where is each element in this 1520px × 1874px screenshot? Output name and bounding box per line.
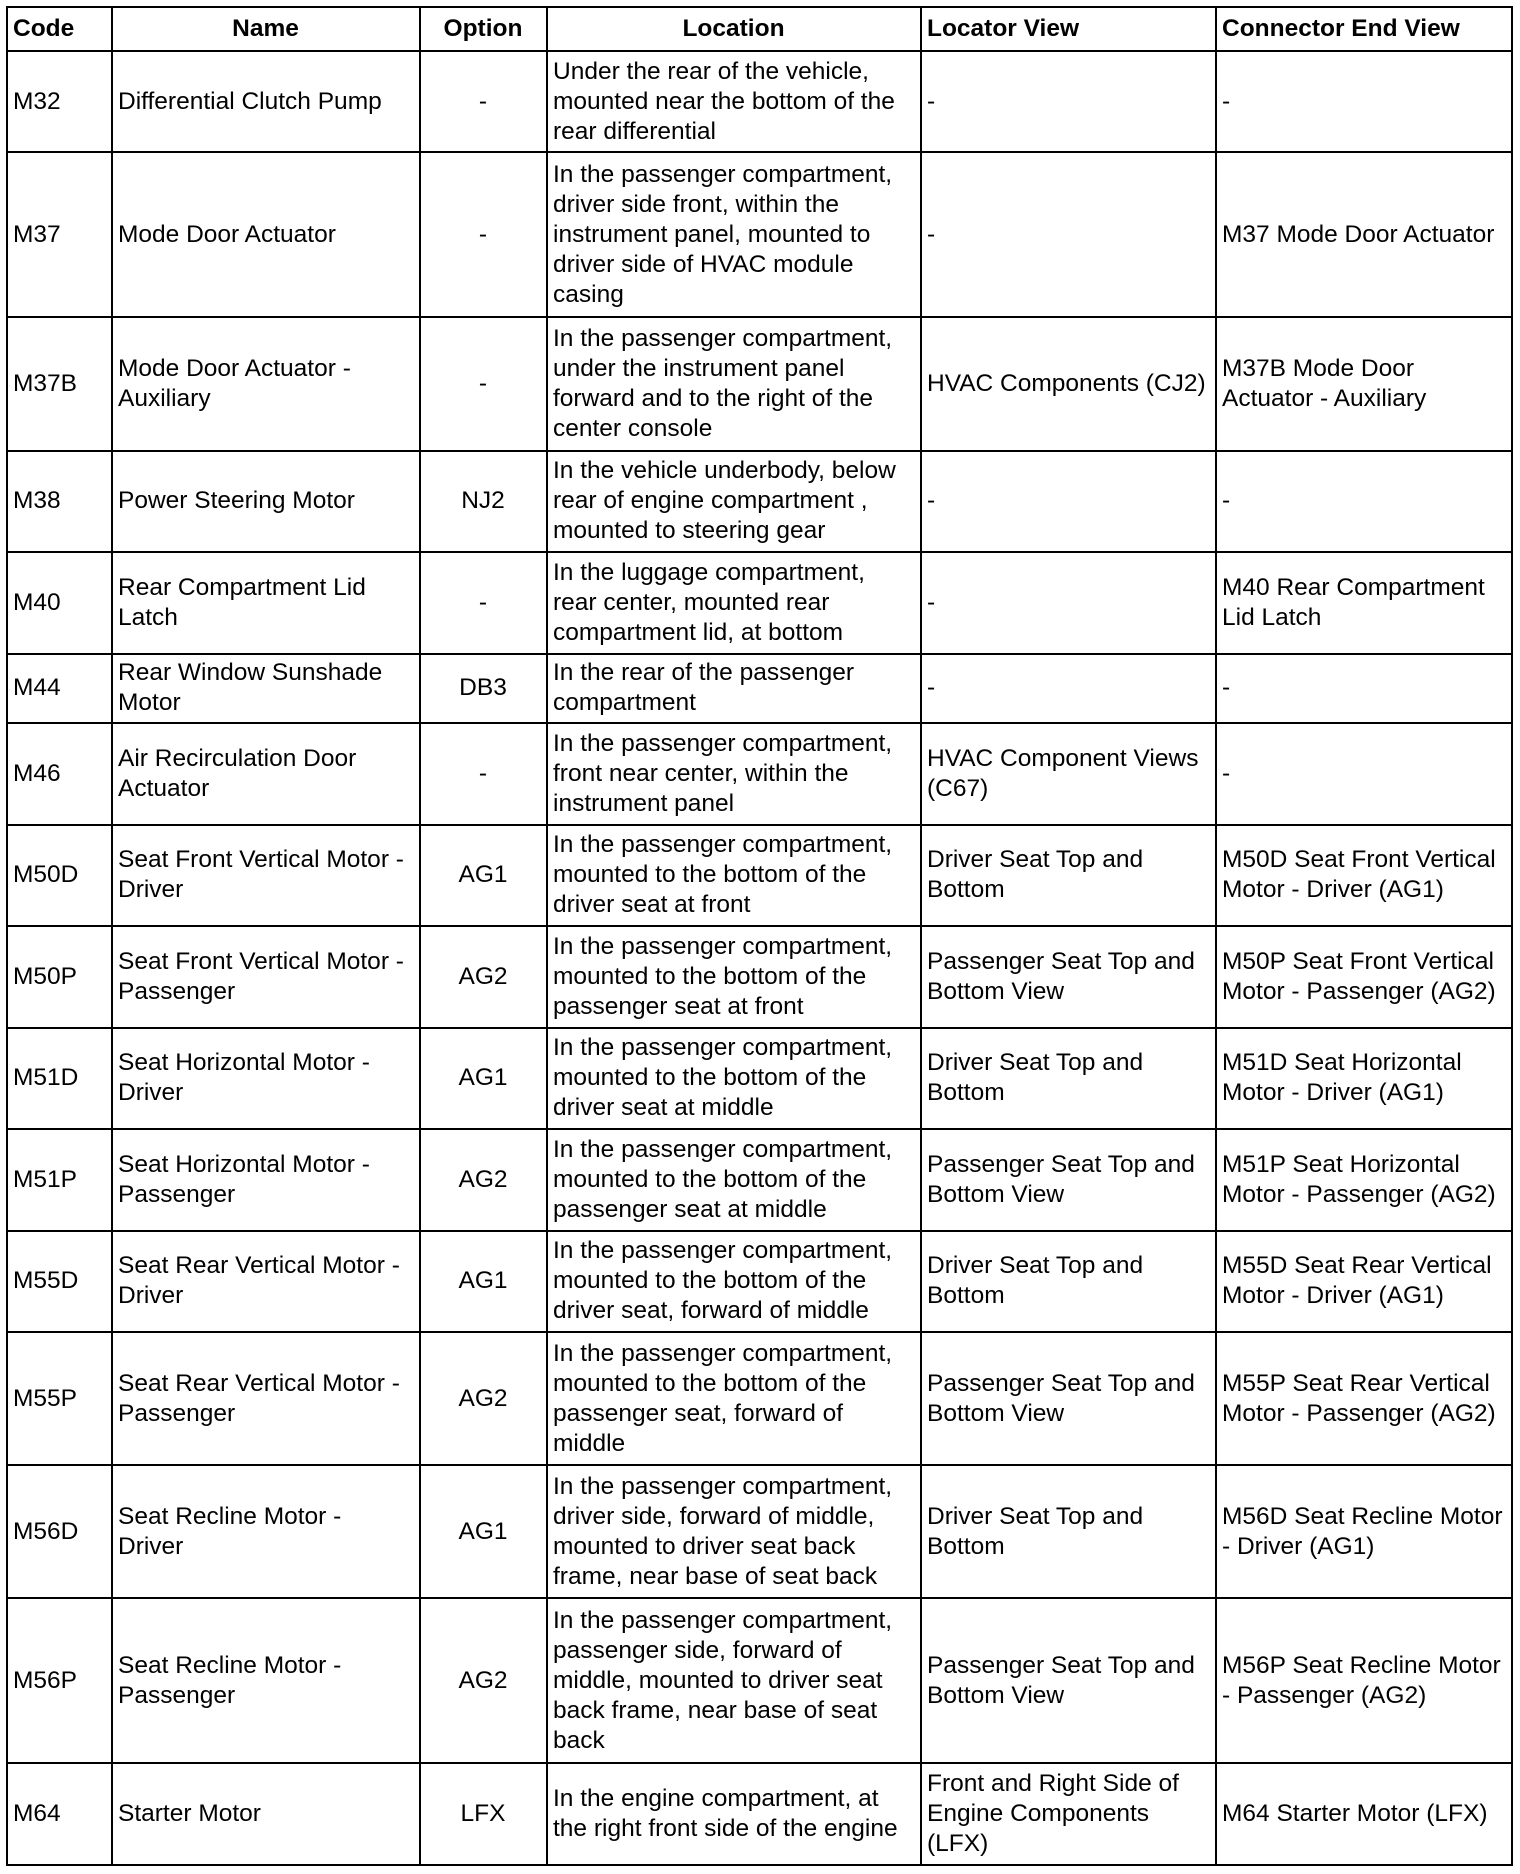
locator-view-cell: HVAC Component Views (C67) bbox=[921, 723, 1216, 824]
locator-view-cell: Passenger Seat Top and Bottom View bbox=[921, 926, 1216, 1027]
option-cell: LFX bbox=[420, 1763, 547, 1865]
table-row bbox=[7, 317, 1512, 450]
connector-end-view-cell: - bbox=[1216, 654, 1512, 724]
name-cell: Seat Horizontal Motor - Driver bbox=[112, 1028, 420, 1129]
table-row bbox=[7, 723, 1512, 824]
option-cell: AG1 bbox=[420, 1231, 547, 1332]
table-row bbox=[7, 654, 1512, 724]
connector-end-view-cell: - bbox=[1216, 51, 1512, 152]
connector-end-view-cell: M51D Seat Horizontal Motor - Driver (AG1) bbox=[1216, 1028, 1512, 1129]
location-cell: In the passenger compartment, mounted to the bottom of the driver seat, forward of middle bbox=[547, 1231, 921, 1332]
connector-end-view-cell: M55D Seat Rear Vertical Motor - Driver (AG1) bbox=[1216, 1231, 1512, 1332]
locator-view-cell: - bbox=[921, 152, 1216, 317]
component-locator-table bbox=[6, 6, 1513, 1866]
code-cell: M51P bbox=[7, 1129, 112, 1230]
name-cell: Rear Compartment Lid Latch bbox=[112, 552, 420, 653]
table-row bbox=[7, 1332, 1512, 1465]
name-cell: Seat Front Vertical Motor - Passenger bbox=[112, 926, 420, 1027]
connector-end-view-cell: - bbox=[1216, 451, 1512, 552]
table-row bbox=[7, 1763, 1512, 1865]
header-row bbox=[7, 7, 1512, 51]
header-option: Option bbox=[420, 7, 547, 51]
table-row bbox=[7, 926, 1512, 1027]
locator-view-cell: HVAC Components (CJ2) bbox=[921, 317, 1216, 450]
location-cell: In the passenger compartment, driver side front, within the instrument panel, mounted to driver side of HVAC module casing bbox=[547, 152, 921, 317]
code-cell: M38 bbox=[7, 451, 112, 552]
location-cell: In the passenger compartment, mounted to the bottom of the driver seat at front bbox=[547, 825, 921, 926]
code-cell: M50P bbox=[7, 926, 112, 1027]
header-name: Name bbox=[112, 7, 420, 51]
name-cell: Seat Rear Vertical Motor - Passenger bbox=[112, 1332, 420, 1465]
table-row bbox=[7, 825, 1512, 926]
option-cell: - bbox=[420, 723, 547, 824]
option-cell: - bbox=[420, 51, 547, 152]
locator-view-cell: Driver Seat Top and Bottom bbox=[921, 825, 1216, 926]
name-cell: Starter Motor bbox=[112, 1763, 420, 1865]
name-cell: Seat Front Vertical Motor - Driver bbox=[112, 825, 420, 926]
connector-end-view-cell: M56D Seat Recline Motor - Driver (AG1) bbox=[1216, 1465, 1512, 1598]
location-cell: In the passenger compartment, mounted to the bottom of the passenger seat, forward of middle bbox=[547, 1332, 921, 1465]
table-row bbox=[7, 152, 1512, 317]
name-cell: Mode Door Actuator - Auxiliary bbox=[112, 317, 420, 450]
connector-end-view-cell: M37B Mode Door Actuator - Auxiliary bbox=[1216, 317, 1512, 450]
connector-end-view-cell: M64 Starter Motor (LFX) bbox=[1216, 1763, 1512, 1865]
table-row bbox=[7, 1028, 1512, 1129]
connector-end-view-cell: M37 Mode Door Actuator bbox=[1216, 152, 1512, 317]
table-row bbox=[7, 451, 1512, 552]
locator-view-cell: Passenger Seat Top and Bottom View bbox=[921, 1332, 1216, 1465]
option-cell: DB3 bbox=[420, 654, 547, 724]
locator-view-cell: Driver Seat Top and Bottom bbox=[921, 1465, 1216, 1598]
connector-end-view-cell: M55P Seat Rear Vertical Motor - Passenger (AG2) bbox=[1216, 1332, 1512, 1465]
table-row bbox=[7, 51, 1512, 152]
location-cell: Under the rear of the vehicle, mounted near the bottom of the rear differential bbox=[547, 51, 921, 152]
locator-view-cell: - bbox=[921, 552, 1216, 653]
code-cell: M37 bbox=[7, 152, 112, 317]
code-cell: M44 bbox=[7, 654, 112, 724]
code-cell: M40 bbox=[7, 552, 112, 653]
location-cell: In the passenger compartment, mounted to the bottom of the passenger seat at front bbox=[547, 926, 921, 1027]
header-connector-end-view: Connector End View bbox=[1216, 7, 1512, 51]
option-cell: - bbox=[420, 317, 547, 450]
code-cell: M55D bbox=[7, 1231, 112, 1332]
location-cell: In the engine compartment, at the right front side of the engine bbox=[547, 1763, 921, 1865]
code-cell: M50D bbox=[7, 825, 112, 926]
locator-view-cell: Passenger Seat Top and Bottom View bbox=[921, 1598, 1216, 1763]
table-row bbox=[7, 552, 1512, 653]
header-code: Code bbox=[7, 7, 112, 51]
locator-view-cell: Front and Right Side of Engine Components (LFX) bbox=[921, 1763, 1216, 1865]
option-cell: AG2 bbox=[420, 1598, 547, 1763]
option-cell: AG1 bbox=[420, 1465, 547, 1598]
locator-view-cell: - bbox=[921, 451, 1216, 552]
location-cell: In the passenger compartment, front near center, within the instrument panel bbox=[547, 723, 921, 824]
name-cell: Seat Recline Motor - Driver bbox=[112, 1465, 420, 1598]
name-cell: Rear Window Sunshade Motor bbox=[112, 654, 420, 724]
header-location: Location bbox=[547, 7, 921, 51]
connector-end-view-cell: M56P Seat Recline Motor - Passenger (AG2) bbox=[1216, 1598, 1512, 1763]
code-cell: M55P bbox=[7, 1332, 112, 1465]
code-cell: M56D bbox=[7, 1465, 112, 1598]
code-cell: M56P bbox=[7, 1598, 112, 1763]
code-cell: M37B bbox=[7, 317, 112, 450]
location-cell: In the luggage compartment, rear center, mounted rear compartment lid, at bottom bbox=[547, 552, 921, 653]
table-row bbox=[7, 1598, 1512, 1763]
option-cell: AG2 bbox=[420, 926, 547, 1027]
name-cell: Power Steering Motor bbox=[112, 451, 420, 552]
code-cell: M32 bbox=[7, 51, 112, 152]
connector-end-view-cell: - bbox=[1216, 723, 1512, 824]
location-cell: In the passenger compartment, passenger side, forward of middle, mounted to driver seat back frame, near base of seat back bbox=[547, 1598, 921, 1763]
option-cell: AG2 bbox=[420, 1129, 547, 1230]
name-cell: Seat Horizontal Motor - Passenger bbox=[112, 1129, 420, 1230]
location-cell: In the passenger compartment, under the instrument panel forward and to the right of the center console bbox=[547, 317, 921, 450]
location-cell: In the passenger compartment, mounted to the bottom of the driver seat at middle bbox=[547, 1028, 921, 1129]
locator-view-cell: - bbox=[921, 654, 1216, 724]
name-cell: Mode Door Actuator bbox=[112, 152, 420, 317]
location-cell: In the passenger compartment, mounted to the bottom of the passenger seat at middle bbox=[547, 1129, 921, 1230]
name-cell: Air Recirculation Door Actuator bbox=[112, 723, 420, 824]
option-cell: AG1 bbox=[420, 825, 547, 926]
connector-end-view-cell: M50P Seat Front Vertical Motor - Passenger (AG2) bbox=[1216, 926, 1512, 1027]
option-cell: - bbox=[420, 552, 547, 653]
locator-view-cell: - bbox=[921, 51, 1216, 152]
code-cell: M46 bbox=[7, 723, 112, 824]
locator-view-cell: Driver Seat Top and Bottom bbox=[921, 1028, 1216, 1129]
name-cell: Seat Rear Vertical Motor - Driver bbox=[112, 1231, 420, 1332]
name-cell: Seat Recline Motor - Passenger bbox=[112, 1598, 420, 1763]
table-row bbox=[7, 1231, 1512, 1332]
connector-end-view-cell: M40 Rear Compartment Lid Latch bbox=[1216, 552, 1512, 653]
option-cell: AG2 bbox=[420, 1332, 547, 1465]
locator-view-cell: Passenger Seat Top and Bottom View bbox=[921, 1129, 1216, 1230]
table-row bbox=[7, 1129, 1512, 1230]
connector-end-view-cell: M50D Seat Front Vertical Motor - Driver (AG1) bbox=[1216, 825, 1512, 926]
code-cell: M51D bbox=[7, 1028, 112, 1129]
name-cell: Differential Clutch Pump bbox=[112, 51, 420, 152]
option-cell: - bbox=[420, 152, 547, 317]
location-cell: In the vehicle underbody, below rear of engine compartment , mounted to steering gear bbox=[547, 451, 921, 552]
option-cell: NJ2 bbox=[420, 451, 547, 552]
location-cell: In the passenger compartment, driver side, forward of middle, mounted to driver seat back frame, near base of seat back bbox=[547, 1465, 921, 1598]
table-row bbox=[7, 1465, 1512, 1598]
connector-end-view-cell: M51P Seat Horizontal Motor - Passenger (AG2) bbox=[1216, 1129, 1512, 1230]
location-cell: In the rear of the passenger compartment bbox=[547, 654, 921, 724]
option-cell: AG1 bbox=[420, 1028, 547, 1129]
code-cell: M64 bbox=[7, 1763, 112, 1865]
header-locator-view: Locator View bbox=[921, 7, 1216, 51]
locator-view-cell: Driver Seat Top and Bottom bbox=[921, 1231, 1216, 1332]
